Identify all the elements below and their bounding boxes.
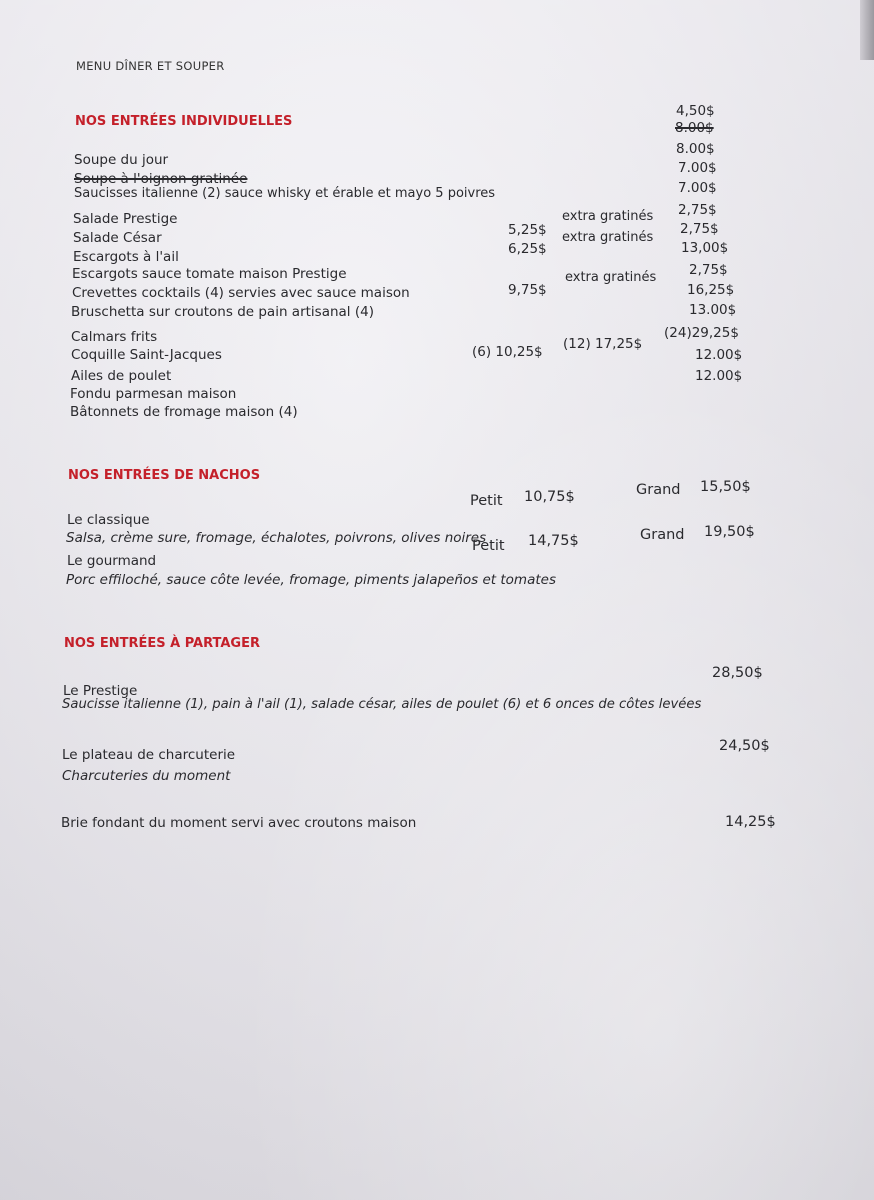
price: 13,00$ bbox=[681, 240, 729, 256]
price: 7.00$ bbox=[678, 180, 717, 196]
menu-title: MENU DÎNER ET SOUPER bbox=[76, 59, 225, 73]
price: 2,75$ bbox=[678, 202, 717, 218]
option-price: 5,25$ bbox=[508, 222, 547, 238]
size-label: Grand bbox=[640, 527, 685, 543]
share-item-desc: Charcuteries du moment bbox=[62, 768, 231, 784]
section-heading-individuelles: NOS ENTRÉES INDIVIDUELLES bbox=[75, 114, 293, 129]
size-price: 19,50$ bbox=[704, 524, 755, 540]
share-item-name: Le Prestige bbox=[63, 683, 138, 699]
menu-item-name: Salade Prestige bbox=[73, 211, 178, 227]
section-heading-partager: NOS ENTRÉES À PARTAGER bbox=[64, 636, 260, 651]
nacho-item-desc: Porc effiloché, sauce côte levée, fromage, piments jalapeños et tomates bbox=[66, 572, 556, 588]
share-item-desc: Saucisse italienne (1), pain à l'ail (1), salade césar, ailes de poulet (6) et 6 onces de côtes levées bbox=[62, 697, 702, 712]
menu-item-name: Escargots sauce tomate maison Prestige bbox=[72, 266, 347, 282]
menu-item-name: Fondu parmesan maison bbox=[70, 386, 237, 402]
option-label: extra gratinés bbox=[562, 230, 654, 245]
size-price: 15,50$ bbox=[700, 479, 751, 495]
option-price: 6,25$ bbox=[508, 241, 547, 257]
menu-item-name: Salade César bbox=[73, 230, 162, 246]
price: 2,75$ bbox=[689, 262, 728, 278]
price: 12.00$ bbox=[695, 368, 743, 384]
menu-item-name: Calmars frits bbox=[71, 329, 158, 345]
price: 2,75$ bbox=[680, 221, 719, 237]
menu-item-name: Soupe du jour bbox=[74, 152, 169, 168]
size-price: 10,75$ bbox=[524, 489, 575, 505]
share-price: 28,50$ bbox=[712, 665, 763, 681]
wings-12-price: (12) 17,25$ bbox=[563, 336, 643, 352]
price: 4,50$ bbox=[676, 103, 715, 119]
price: 13.00$ bbox=[689, 302, 737, 318]
share-item-name: Brie fondant du moment servi avec croutons maison bbox=[61, 815, 417, 831]
size-price: 14,75$ bbox=[528, 533, 579, 549]
price: 12.00$ bbox=[695, 347, 743, 363]
menu-item-name: Bruschetta sur croutons de pain artisanal (4) bbox=[71, 304, 374, 320]
share-price: 14,25$ bbox=[725, 814, 776, 830]
price-struck: 8.00$ bbox=[675, 120, 714, 136]
wings-24-price: (24)29,25$ bbox=[664, 325, 739, 341]
nacho-item-name: Le classique bbox=[67, 512, 150, 528]
menu-item-name: Crevettes cocktails (4) servies avec sauce maison bbox=[72, 285, 410, 301]
menu-item-name-struck: Soupe à l'oignon gratinée bbox=[74, 171, 248, 187]
wings-6-price: (6) 10,25$ bbox=[472, 344, 543, 360]
size-label: Grand bbox=[636, 482, 681, 498]
menu-item-name: Bâtonnets de fromage maison (4) bbox=[70, 404, 298, 420]
menu-item-name: Escargots à l'ail bbox=[73, 249, 179, 265]
nacho-item-name: Le gourmand bbox=[67, 553, 157, 569]
share-price: 24,50$ bbox=[719, 738, 770, 754]
size-label: Petit bbox=[470, 493, 503, 509]
nacho-item-desc: Salsa, crème sure, fromage, échalotes, poivrons, olives noires bbox=[66, 530, 487, 546]
share-item-name: Le plateau de charcuterie bbox=[62, 747, 236, 763]
page-shadow-edge bbox=[860, 0, 874, 60]
option-label: extra gratinés bbox=[565, 270, 657, 285]
size-label: Petit bbox=[472, 538, 505, 554]
price: 16,25$ bbox=[687, 282, 735, 298]
price: 8.00$ bbox=[676, 141, 715, 157]
menu-item-name: Coquille Saint-Jacques bbox=[71, 347, 222, 363]
price: 7.00$ bbox=[678, 160, 717, 176]
section-heading-nachos: NOS ENTRÉES DE NACHOS bbox=[68, 468, 261, 483]
option-price: 9,75$ bbox=[508, 282, 547, 298]
menu-item-name: Saucisses italienne (2) sauce whisky et érable et mayo 5 poivres bbox=[74, 186, 496, 201]
menu-item-name: Ailes de poulet bbox=[71, 368, 172, 384]
option-label: extra gratinés bbox=[562, 209, 654, 224]
